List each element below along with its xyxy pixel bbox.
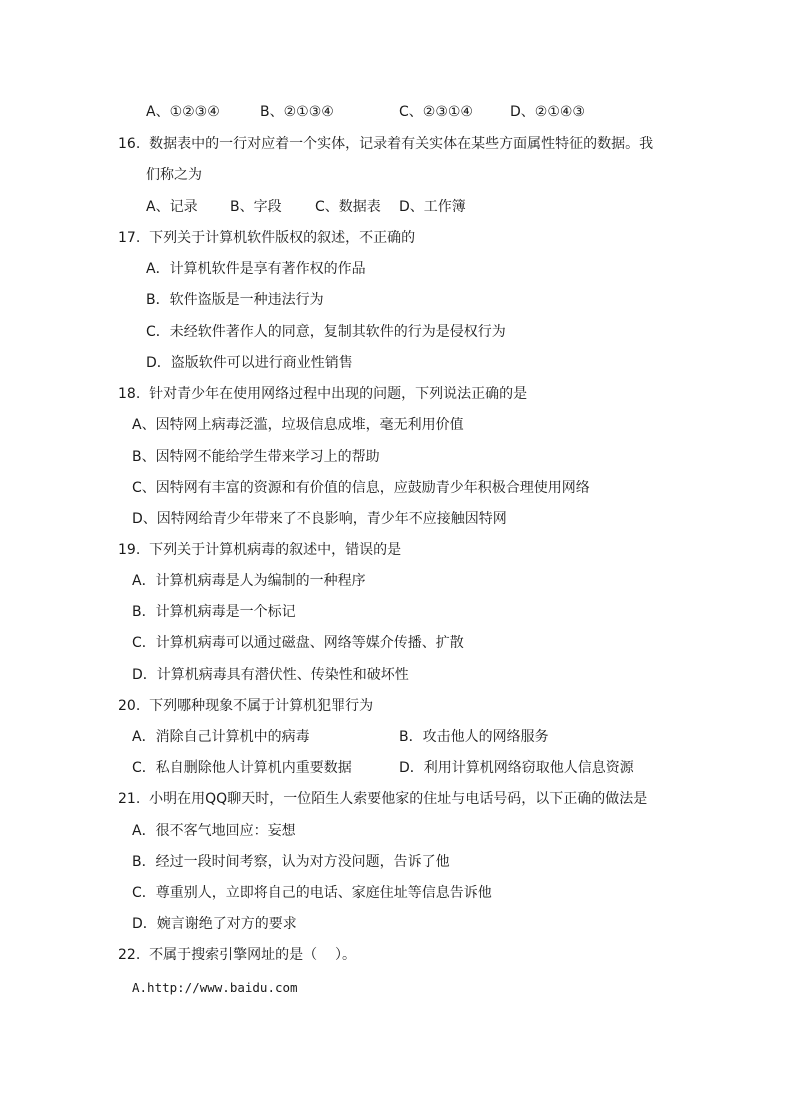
q16-stem-line1: 16. 数据表中的一行对应着一个实体，记录着有关实体在某些方面属性特征的数据。我	[118, 136, 654, 152]
q20-option-c: C．私自删除他人计算机内重要数据	[132, 760, 352, 776]
q16-stem-line2: 们称之为	[146, 167, 202, 183]
q17-option-d: D．盗版软件可以进行商业性销售	[146, 355, 353, 371]
q18-option-c: C、因特网有丰富的资源和有价值的信息，应鼓励青少年积极合理使用网络	[132, 480, 590, 496]
q21-stem: 21. 小明在用QQ聊天时，一位陌生人索要他家的住址与电话号码，以下正确的做法是	[118, 791, 648, 807]
q17-option-c: C．未经软件著作人的同意，复制其软件的行为是侵权行为	[146, 324, 506, 340]
q16-option-a: A、记录	[146, 199, 198, 215]
q15-option-a: A、①②③④	[146, 104, 220, 120]
q15-option-b: B、②①③④	[260, 104, 334, 120]
q21-option-b: B．经过一段时间考察，认为对方没问题，告诉了他	[132, 854, 450, 870]
q17-stem: 17. 下列关于计算机软件版权的叙述，不正确的	[118, 230, 416, 246]
q22-stem: 22. 不属于搜索引擎网址的是（ ）。	[118, 947, 356, 963]
q18-option-a: A、因特网上病毒泛滥，垃圾信息成堆，毫无利用价值	[132, 417, 464, 433]
q20-option-d: D．利用计算机网络窃取他人信息资源	[399, 760, 634, 776]
q17-option-b: B．软件盗版是一种违法行为	[146, 292, 324, 308]
q20-option-a: A．消除自己计算机中的病毒	[132, 729, 310, 745]
q18-option-b: B、因特网不能给学生带来学习上的帮助	[132, 449, 380, 465]
q20-stem: 20. 下列哪种现象不属于计算机犯罪行为	[118, 698, 374, 714]
q21-option-c: C．尊重别人，立即将自己的电话、家庭住址等信息告诉他	[132, 885, 492, 901]
q15-option-c: C、②③①④	[399, 104, 473, 120]
q19-option-d: D．计算机病毒具有潜伏性、传染性和破坏性	[132, 667, 409, 683]
q19-option-b: B．计算机病毒是一个标记	[132, 604, 296, 620]
q19-option-a: A．计算机病毒是人为编制的一种程序	[132, 573, 366, 589]
q20-option-b: B．攻击他人的网络服务	[399, 729, 549, 745]
q22-option-a: A.http://www.baidu.com	[132, 980, 298, 995]
q21-option-d: D．婉言谢绝了对方的要求	[132, 916, 297, 932]
q19-option-c: C．计算机病毒可以通过磁盘、网络等媒介传播、扩散	[132, 635, 464, 651]
q18-option-d: D、因特网给青少年带来了不良影响，青少年不应接触因特网	[132, 511, 507, 527]
q18-stem: 18. 针对青少年在使用网络过程中出现的问题，下列说法正确的是	[118, 386, 528, 402]
q16-option-c: C、数据表	[315, 199, 381, 215]
q21-option-a: A．很不客气地回应：妄想	[132, 823, 296, 839]
q16-option-d: D、工作簿	[399, 199, 466, 215]
q16-option-b: B、字段	[230, 199, 282, 215]
q19-stem: 19. 下列关于计算机病毒的叙述中，错误的是	[118, 542, 402, 558]
q15-option-d: D、②①④③	[510, 104, 585, 120]
q17-option-a: A．计算机软件是享有著作权的作品	[146, 261, 366, 277]
